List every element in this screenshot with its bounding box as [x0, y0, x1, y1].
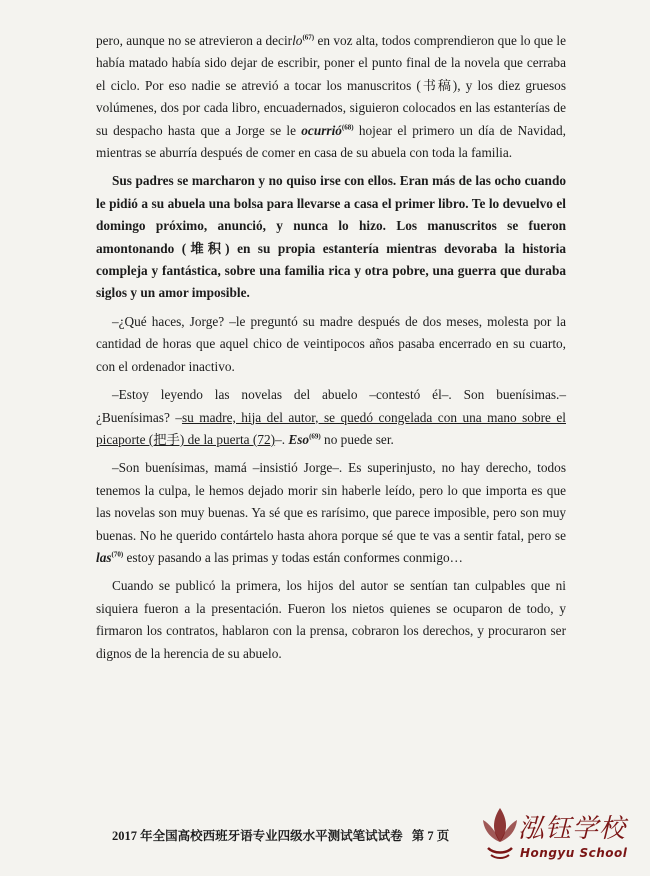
page-number: 第 7 页 — [411, 829, 450, 843]
word-las: las — [96, 549, 112, 565]
footnote-68: (68) — [341, 123, 354, 132]
paragraph-1: pero, aunque no se atrevieron a decirlo$^{(67)}$ en voz alta, todos comprendieron que lo que le había matado había sido dejar de escribir, poner el punto final de la novela que cerraba el ciclo. Por eso nadie se atrevió a tocar los manuscritos (书稿), y los diez gruesos volúmenes, dos por cada libro, encuadernados, siguieron colocados en las estanterías de su despacho hasta que a Jorge se le ocurrió$^{(68)}$ hojear el primero un día de Navidad, mientras se aburría después de comer en casa de su abuela con toda la familia. — [96, 33, 566, 161]
school-watermark — [474, 798, 634, 868]
paragraph-5: –Son buenísimas, mamá –insistió Jorge–. Es superinjusto, no hay derecho, todos tenemos la culpa, le hemos dejado morir sin haberle leído, pero lo que importa es que las novelas son muy buenas. Ya sé que es rarísimo, que parece imposible, pero son muy buenas. No he querido contártelo hasta ahora porque sé que te vas a sentir fatal, pero se las$^{(70)}$ estoy pasando a las primas y todas están conformes conmigo… — [96, 460, 566, 565]
exam-title: 2017 年全国高校西班牙语专业四级水平测试笔试试卷 — [112, 829, 403, 843]
lotus-logo-icon — [480, 802, 520, 864]
paragraph-3: –¿Qué haces, Jorge? –le preguntó su madre después de dos meses, molesta por la cantidad de horas que aquel chico de veintipocos años pasaba encerrado en su cuarto, con el ordenador inactivo. — [96, 313, 566, 374]
school-name-english: Hongyu School — [520, 846, 628, 860]
underlined-sentence-72: su madre, hija del autor, se quedó congelada con una mano sobre el picaporte (把手) de la puerta (72) — [96, 409, 566, 447]
paragraph-2: Sus padres se marcharon y no quiso irse con ellos. Eran más de las ocho cuando le pidió a su abuela una bolsa para llevarse a casa el primer libro. Te lo devuelvo el domingo próximo, anunció, y nunca lo hizo. Los manuscritos se fueron amontonando (堆积) en su propia estantería mientras devoraba la historia compleja y fantástica, sobre una familia rica y otra pobre, una guerra que duraba siglos y un amor imposible. — [96, 173, 566, 301]
footnote-69: (69) — [309, 432, 321, 441]
footnote-67: (67) — [302, 33, 315, 42]
document-body — [96, 30, 566, 665]
paragraph-6: Cuando se publicó la primera, los hijos del autor se sentían tan culpables que ni siquiera fueron a la presentación. Fueron los nietos quienes se ocuparon de todo, y firmaron los contratos, hablaron con la prensa, cobraron los derechos, y procuraron ser dignos de la herencia de su abuelo. — [96, 578, 566, 661]
footnote-70: (70) — [111, 550, 124, 559]
paragraph-4: –Estoy leyendo las novelas del abuelo –contestó él–. Son buenísimas.– ¿Buenísimas? –su madre, hija del autor, se quedó congelada con una mano sobre el picaporte (把手) de la puerta (72)–. Eso$^{(69)}$ no puede ser. — [96, 387, 566, 447]
word-ocurrio: ocurrió — [301, 122, 342, 138]
word-eso: Eso — [288, 431, 310, 447]
school-name-chinese: 泓钰学校 — [518, 814, 627, 844]
word-lo: lo — [292, 33, 303, 48]
page-footer — [112, 826, 449, 844]
